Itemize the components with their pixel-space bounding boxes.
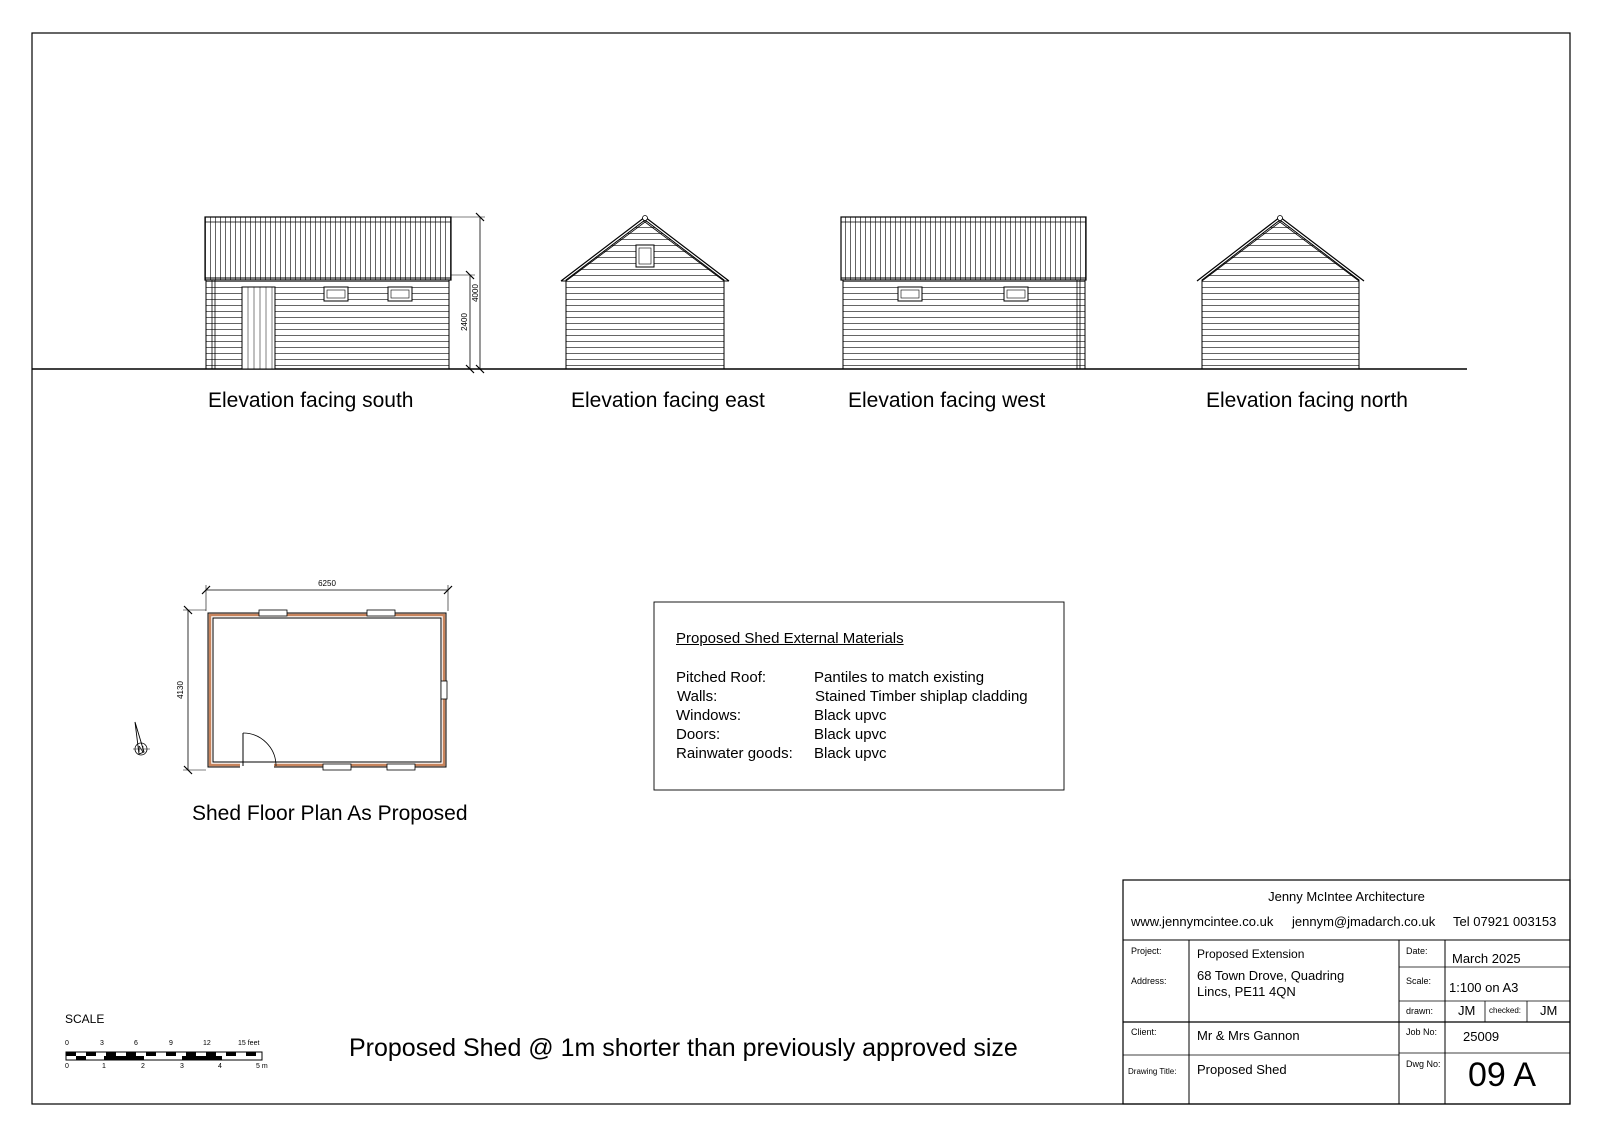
company-tel: Tel 07921 003153 <box>1453 914 1557 929</box>
scale-feet-tick: 3 <box>100 1040 104 1047</box>
window <box>1004 287 1028 301</box>
scale-metre-tick: 0 <box>65 1063 69 1070</box>
dwg-no-label: Dwg No: <box>1406 1059 1441 1069</box>
scale-metre-tick: 1 <box>102 1063 106 1070</box>
company-email: jennym@jmadarch.co.uk <box>1292 914 1436 929</box>
drawn-label: drawn: <box>1406 1006 1434 1016</box>
scale-title: SCALE <box>65 1012 105 1026</box>
date-value: March 2025 <box>1452 951 1521 966</box>
material-label: Windows: <box>676 707 742 724</box>
material-value: Black upvc <box>814 726 887 743</box>
checked-value: JM <box>1540 1003 1558 1018</box>
scale-metre-tick: 4 <box>218 1063 222 1070</box>
drawing-note: Proposed Shed @ 1m shorter than previously approved size <box>349 1034 1018 1062</box>
materials-row <box>676 725 1028 744</box>
material-label: Rainwater goods: <box>676 745 793 762</box>
dim-total-height: 4000 <box>471 284 480 302</box>
company-website: www.jennymcintee.co.uk <box>1131 914 1274 929</box>
scale-feet-tick: 12 <box>203 1040 211 1047</box>
elevation-north-label: Elevation facing north <box>1206 389 1408 412</box>
materials-row <box>676 687 1028 706</box>
floor-plan-title: Shed Floor Plan As Proposed <box>192 802 468 825</box>
address-label: Address: <box>1131 976 1167 986</box>
svg-text:N: N <box>138 745 144 754</box>
material-value: Black upvc <box>814 745 887 762</box>
scale-feet-tick: 15 feet <box>238 1040 260 1047</box>
materials-row <box>676 668 1028 687</box>
elevation-south-drawing <box>205 213 485 373</box>
scale-feet-tick: 0 <box>65 1040 69 1047</box>
scale-value: 1:100 on A3 <box>1449 980 1519 995</box>
elevation-south-label: Elevation facing south <box>208 389 414 412</box>
elevation-east-label: Elevation facing east <box>571 389 765 412</box>
drawing-title-label: Drawing Title: <box>1128 1067 1177 1076</box>
floor-plan-drawing <box>176 579 452 774</box>
date-label: Date: <box>1406 946 1428 956</box>
scale-metre-tick: 2 <box>141 1063 145 1070</box>
window <box>388 287 412 301</box>
scale-label: Scale: <box>1406 976 1432 986</box>
project-value: Proposed Extension <box>1197 947 1305 961</box>
scale-bar <box>66 1052 262 1060</box>
material-value: Stained Timber shiplap cladding <box>815 688 1028 705</box>
window <box>898 287 922 301</box>
sheet-border <box>32 33 1570 1104</box>
job-no-value: 25009 <box>1463 1029 1500 1044</box>
drawn-value: JM <box>1458 1003 1476 1018</box>
north-arrow-icon <box>133 722 150 755</box>
dim-plan-width: 4130 <box>176 681 185 699</box>
window <box>324 287 348 301</box>
scale-metre-tick: 5 m <box>256 1063 268 1070</box>
materials-list <box>676 668 1028 763</box>
material-value: Pantiles to match existing <box>814 669 985 686</box>
job-no-label: Job No: <box>1406 1027 1438 1037</box>
company-name: Jenny McIntee Architecture <box>1268 889 1425 904</box>
project-label: Project: <box>1131 946 1162 956</box>
door <box>242 287 275 369</box>
drawing-title-value: Proposed Shed <box>1197 1062 1287 1077</box>
dwg-no-value: 09 A <box>1468 1056 1537 1094</box>
client-label: Client: <box>1131 1027 1157 1037</box>
materials-title: Proposed Shed External Materials <box>676 630 904 647</box>
elevation-east-drawing <box>561 216 729 370</box>
material-label: Doors: <box>676 726 721 743</box>
scale-feet-tick: 6 <box>134 1040 138 1047</box>
elevation-west-drawing <box>841 217 1086 369</box>
elevation-north-drawing <box>1197 216 1364 370</box>
elevation-west-label: Elevation facing west <box>848 389 1046 412</box>
address-line1: 68 Town Drove, Quadring <box>1197 968 1345 983</box>
checked-label: checked: <box>1489 1006 1522 1015</box>
material-label: Pitched Roof: <box>676 669 767 686</box>
dim-plan-length: 6250 <box>318 579 336 588</box>
materials-row <box>676 706 1028 725</box>
scale-metre-tick: 3 <box>180 1063 184 1070</box>
material-value: Black upvc <box>814 707 887 724</box>
client-value: Mr & Mrs Gannon <box>1197 1028 1300 1043</box>
material-label: Walls: <box>677 688 718 705</box>
scale-feet-tick: 9 <box>169 1040 173 1047</box>
address-line2: Lincs, PE11 4QN <box>1197 984 1296 999</box>
materials-row <box>676 744 1028 763</box>
dim-eaves-height: 2400 <box>460 313 469 331</box>
